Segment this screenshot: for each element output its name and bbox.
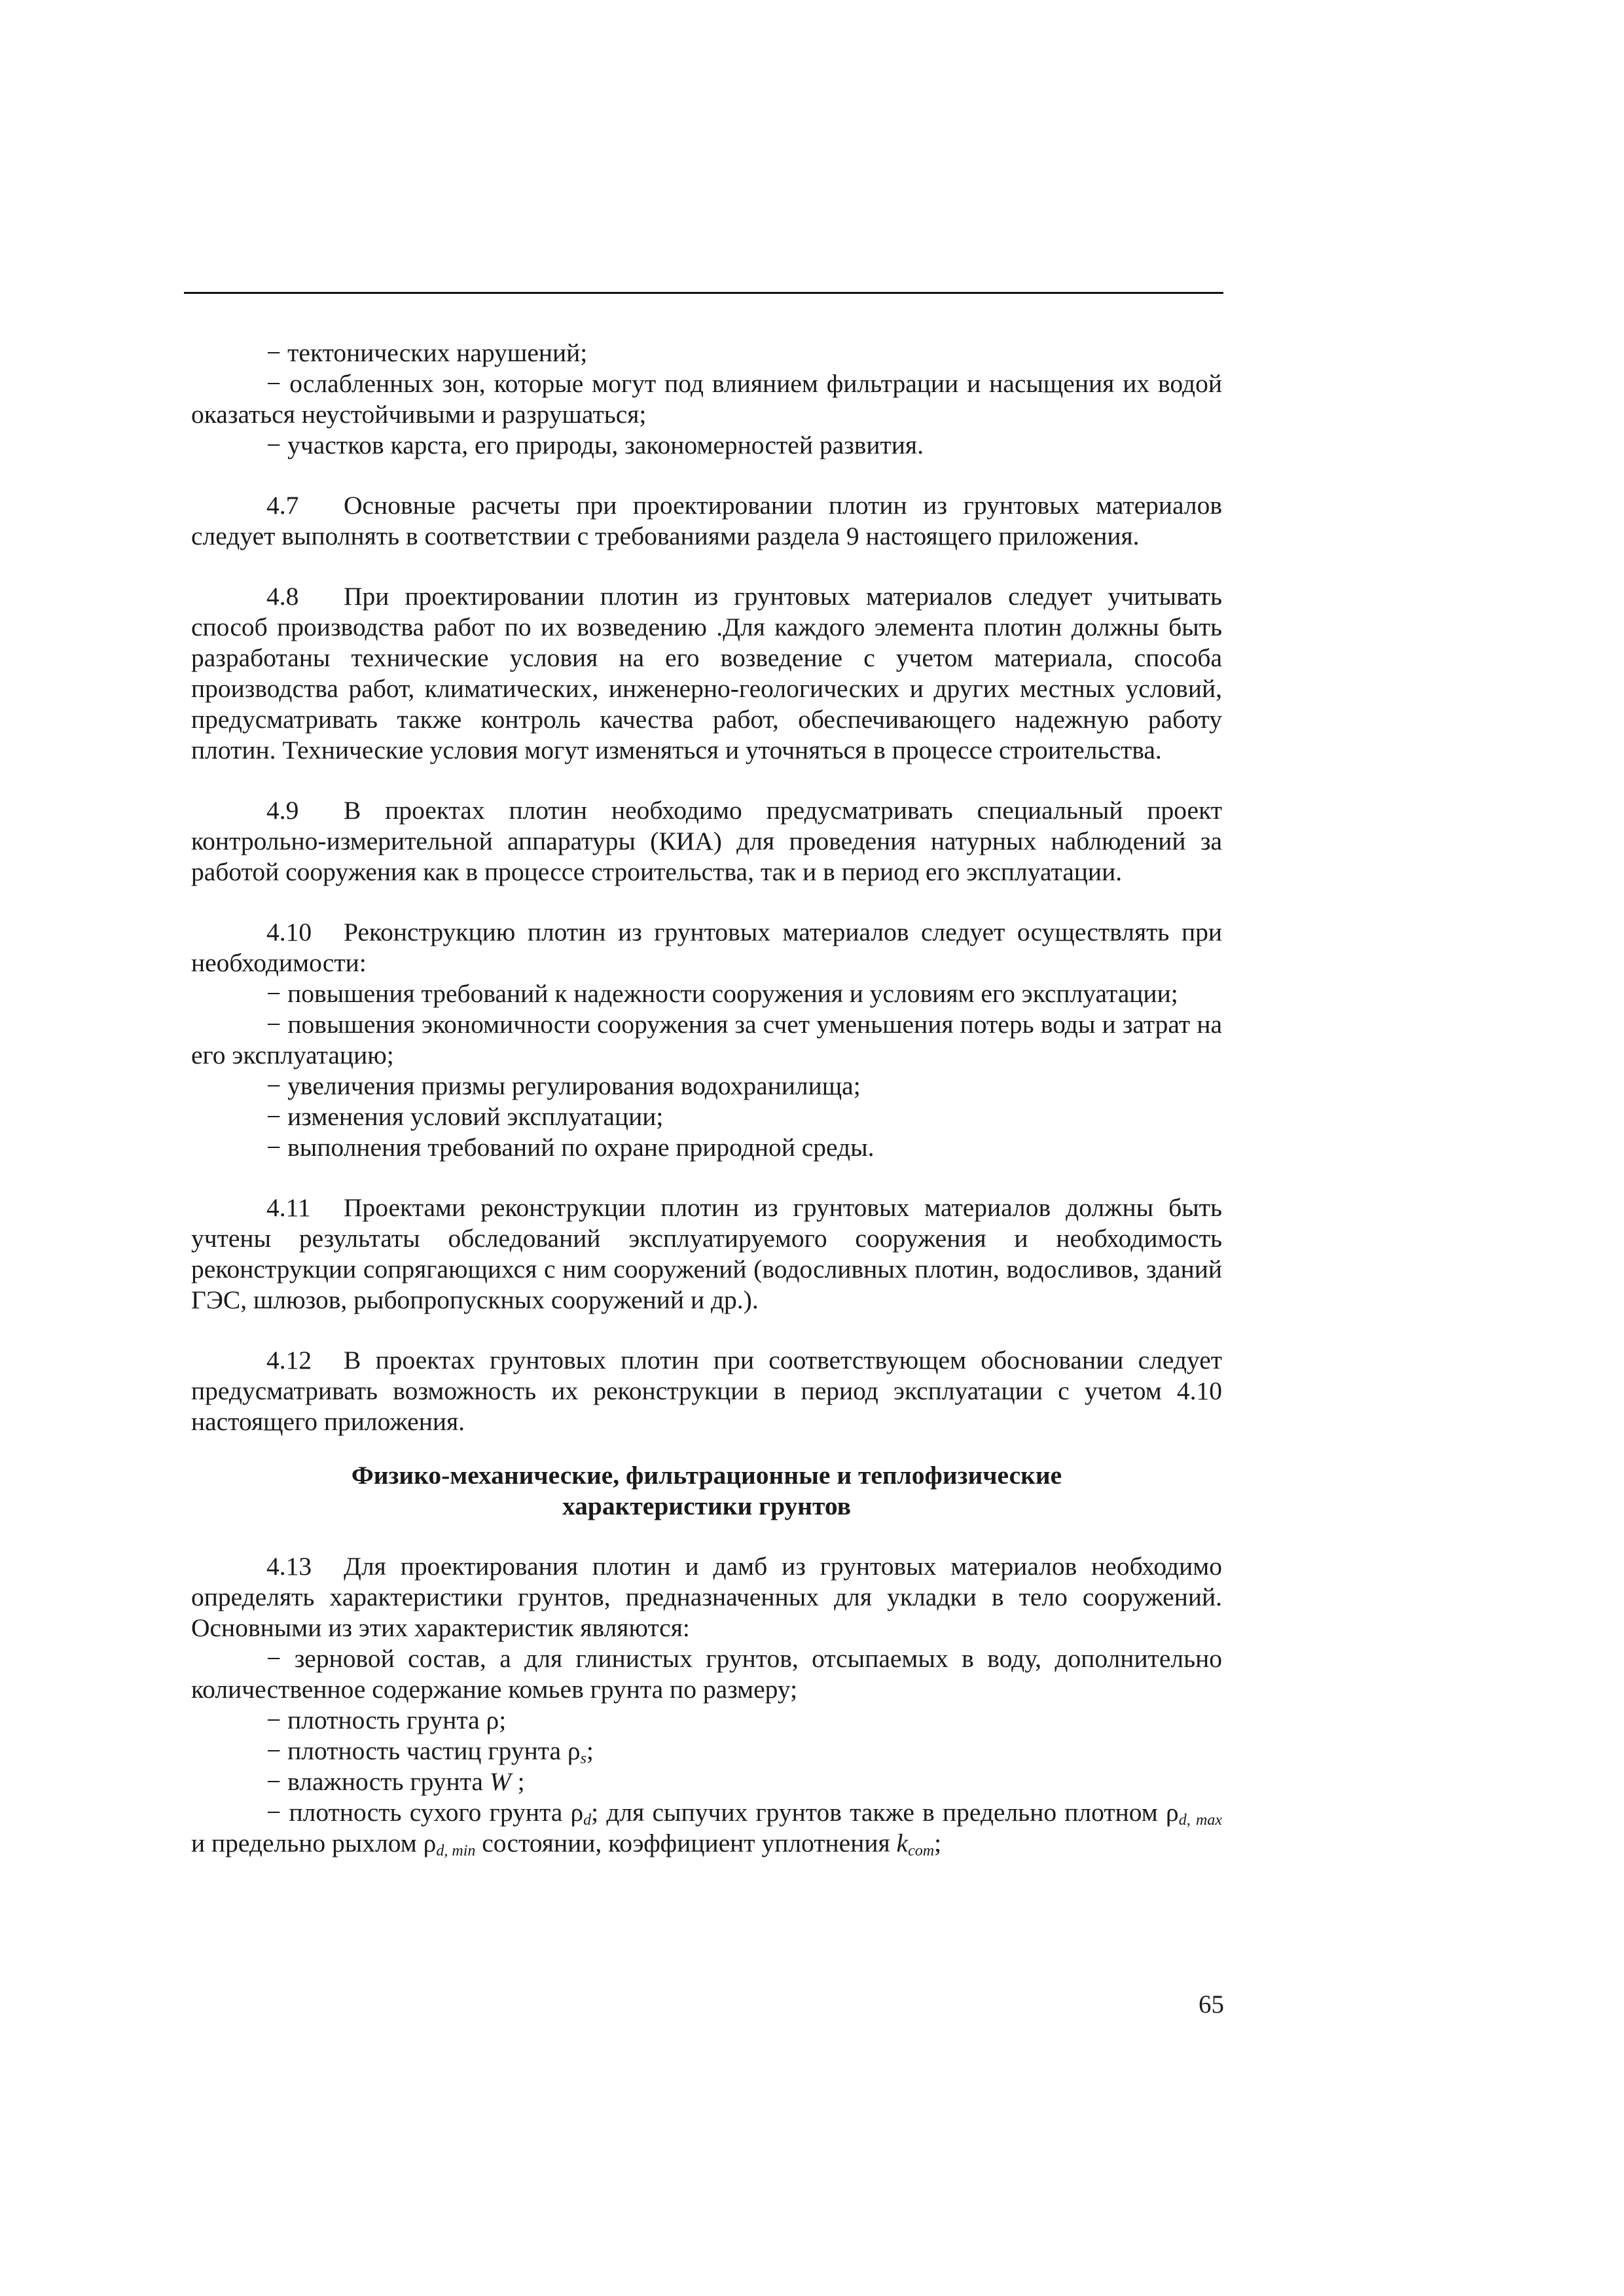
list-item: − участков карста, его природы, закономерностей развития. (266, 431, 924, 459)
list-item: − изменения условий эксплуатации; (266, 1102, 664, 1131)
clause-number: 4.13 (266, 1552, 312, 1581)
clause-number: 4.11 (266, 1193, 311, 1222)
paragraph-4-10 (191, 917, 1222, 978)
list-item: − ослабленных зон, которые могут под влиянием фильтрации и насыщения их водой оказаться неустойчивыми и разрушаться; (191, 369, 1222, 429)
paragraph-4-8 (191, 581, 1222, 766)
paragraph-4-13 (191, 1551, 1222, 1643)
list-item: − повышения требований к надежности сооружения и условиям его эксплуатации; (266, 979, 1178, 1008)
list-item: − плотность частиц грунта $\rho_s$; (266, 1736, 594, 1767)
list-item: − влажность грунта W ; (266, 1767, 525, 1796)
paragraph-text: Реконструкцию плотин из грунтовых материалов следует осуществлять при необходимости: (191, 918, 1222, 977)
clause-number: 4.9 (266, 796, 299, 825)
paragraph-4-12 (191, 1345, 1222, 1437)
paragraph-text: В проектах грунтовых плотин при соответствующем обосновании следует предусматривать возможность их реконструкции в период эксплуатации с учетом 4.10 настоящего приложения. (191, 1346, 1222, 1436)
section-heading: характеристики грунтов (562, 1492, 852, 1520)
clause-number: 4.7 (266, 491, 299, 520)
clause-number: 4.8 (266, 582, 299, 611)
list-item: − повышения экономичности сооружения за счет уменьшения потерь воды и затрат на его эксплуатацию; (191, 1010, 1222, 1069)
paragraph-text: Основные расчеты при проектировании плотин из грунтовых материалов следует выполнять в соответствии с требованиями раздела 9 настоящего приложения. (191, 491, 1222, 550)
paragraph-text: В проектах плотин необходимо предусматривать специальный проект контрольно-измерительной аппаратуры (КИА) для проведения натурных наблюдений за работой сооружения как в процессе строительства, так и в период его эксплуатации. (191, 796, 1222, 886)
list-item: − плотность сухого грунта $\rho_d$; для сыпучих грунтов также в предельно плотном $\rho_{d, max}$ и предельно рыхлом $\rho_{d, min}$ состоянии, коэффициент уплотнения $k_{com}$; (191, 1798, 1223, 1859)
page-content (191, 338, 1222, 1859)
paragraph-4-7 (191, 490, 1222, 552)
clause-number: 4.12 (266, 1346, 312, 1374)
list-item: − тектонических нарушений; (266, 338, 588, 367)
paragraph-4-11 (191, 1193, 1222, 1316)
list-item: − плотность грунта ρ; (266, 1706, 507, 1734)
list-item: − зерновой состав, а для глинистых грунтов, отсыпаемых в воду, дополнительно количественное содержание комьев грунта по размеру; (191, 1644, 1222, 1704)
list-item: − выполнения требований по охране природной среды. (266, 1133, 875, 1162)
list-item: − увеличения призмы регулирования водохранилища; (266, 1071, 861, 1100)
paragraph-4-9 (191, 795, 1222, 888)
page-number: 65 (1199, 1990, 1224, 2018)
paragraph-text: При проектировании плотин из грунтовых материалов следует учитывать способ производства работ по их возведению .Для каждого элемента плотин должны быть разработаны технические условия на его возведение с учетом материала, способа производства работ, климатических, инженерно-геологических и других местных условий, предусматривать также контроль качества работ, обеспечивающего надежную работу плотин. Технические условия могут изменяться и уточняться в процессе строительства. (191, 582, 1222, 764)
section-heading: Физико-механические, фильтрационные и теплофизические (351, 1461, 1062, 1490)
paragraph-text: Проектами реконструкции плотин из грунтовых материалов должны быть учтены результаты обследований эксплуатируемого сооружения и необходимость реконструкции сопрягающихся с ним сооружений (водосливных плотин, водосливов, зданий ГЭС, шлюзов, рыбопропускных сооружений и др.). (191, 1193, 1222, 1314)
clause-number: 4.10 (266, 918, 312, 946)
header-rule (184, 292, 1223, 294)
paragraph-text: Для проектирования плотин и дамб из грунтовых материалов необходимо определять характеристики грунтов, предназначенных для укладки в тело сооружений. Основными из этих характеристик являются: (191, 1552, 1222, 1642)
